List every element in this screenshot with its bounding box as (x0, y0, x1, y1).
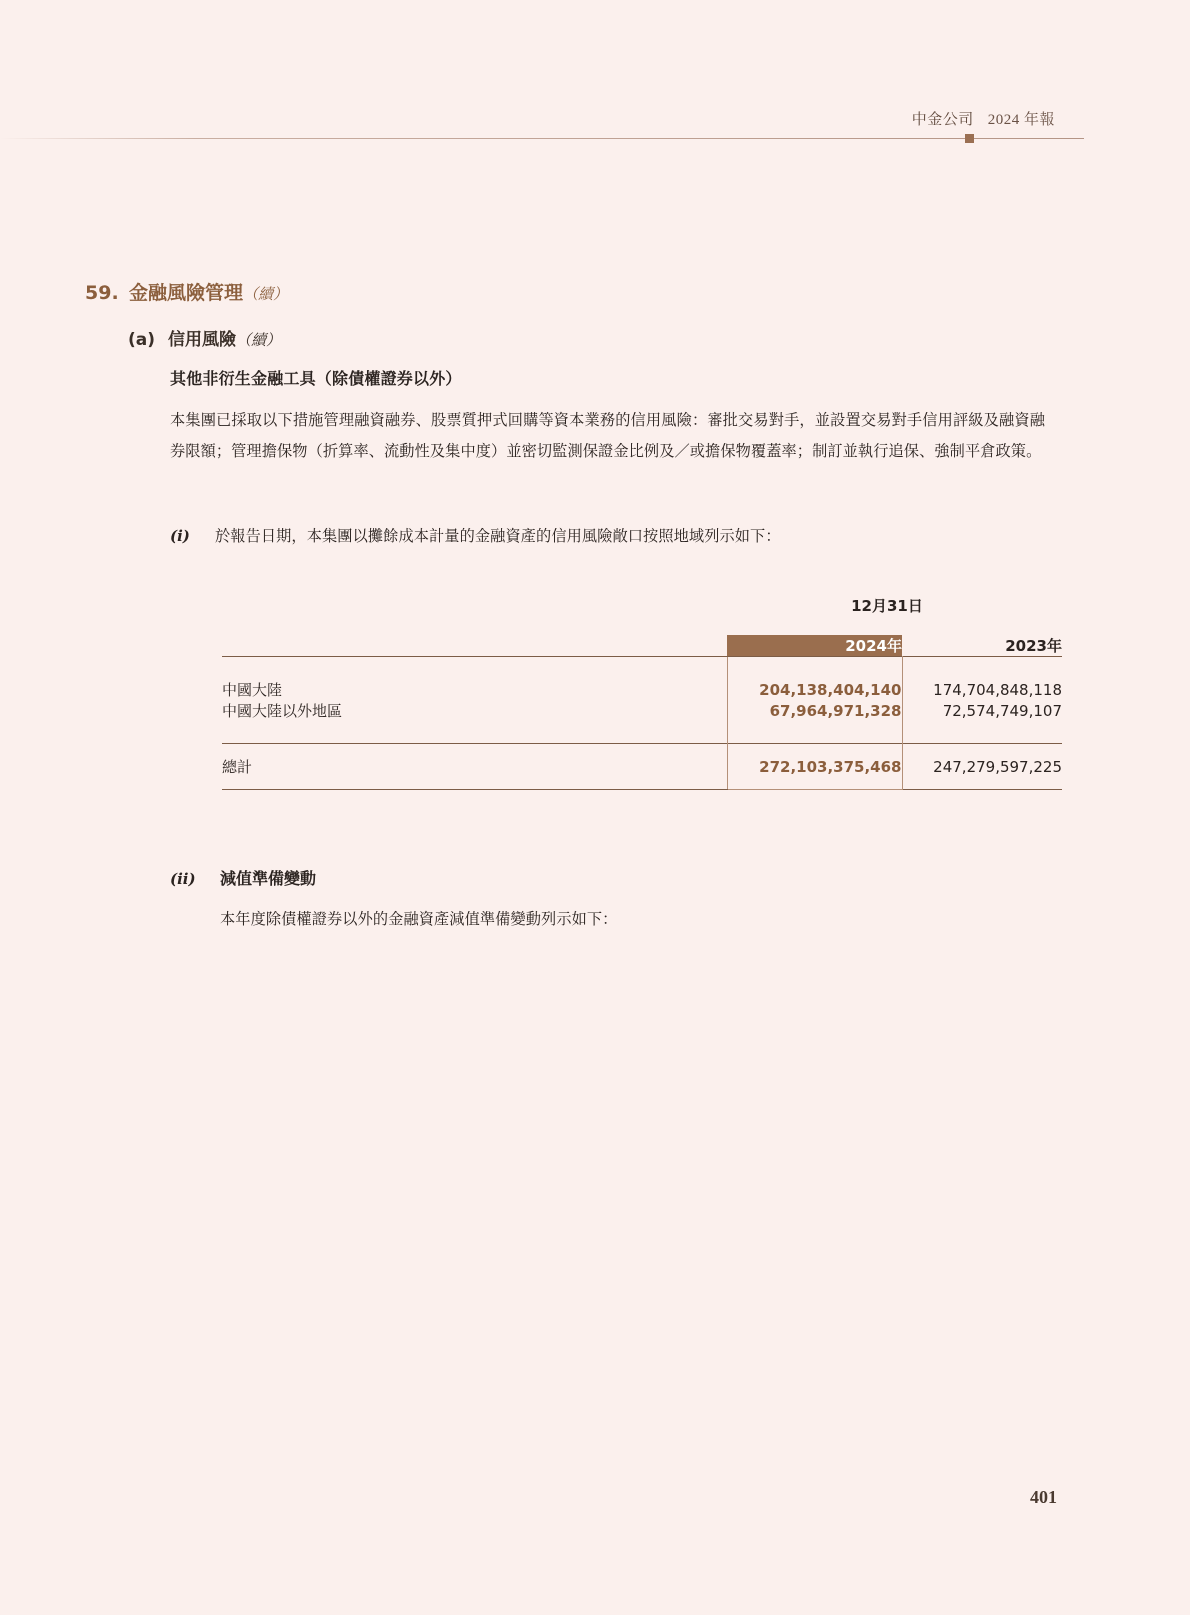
header-company-name: 中金公司 (911, 110, 974, 128)
section-heading (85, 278, 1085, 305)
row-value-2024: 67,964,971,328 (727, 700, 902, 721)
item-i-text: 於報告日期，本集團以攤餘成本計量的金融資產的信用風險敞口按照地域列示如下： (215, 527, 781, 545)
section-number: 59. (85, 282, 119, 304)
body-paragraph: 本集團已採取以下措施管理融資融券、股票質押式回購等資本業務的信用風險：審批交易對手，並設置交易對手信用評級及融資融券限額；管理擔保物（折算率、流動性及集中度）並密切監測保證金比例及／或擔保物覆蓋率；制訂並執行追保、強制平倉政策。 (170, 411, 1045, 460)
item-ii-paragraph: 本年度除債權證券以外的金融資產減值準備變動列示如下： (220, 910, 618, 928)
subsection-label: (a) (128, 330, 156, 350)
table-header-2024: 2024年 (727, 635, 902, 657)
total-value-2024: 272,103,375,468 (727, 744, 902, 790)
item-ii (170, 866, 316, 889)
item-i (170, 525, 1060, 546)
rule-cell-label (222, 657, 727, 680)
page-header (0, 108, 1190, 148)
page-number: 401 (1030, 1487, 1057, 1507)
total-label: 總計 (222, 744, 727, 790)
table-row (222, 679, 1062, 700)
rule-cell-2023 (902, 657, 1062, 680)
row-value-2023: 174,704,848,118 (933, 680, 1062, 699)
header-divider (0, 138, 1084, 139)
table-spacer-row (222, 721, 1062, 744)
header-text (912, 108, 1055, 129)
header-marker-icon (965, 134, 974, 143)
subsection-heading (128, 325, 281, 350)
table-header-2023: 2023年 (1005, 637, 1062, 655)
row-value-2023: 72,574,749,107 (942, 701, 1062, 720)
section-title-continued: （續） (243, 285, 289, 303)
item-ii-title: 減值準備變動 (220, 869, 317, 888)
rule-cell-2024 (727, 657, 902, 680)
row-label: 中國大陸以外地區 (222, 702, 343, 720)
subheading: 其他非衍生金融工具（除債權證券以外） (170, 369, 462, 388)
total-value-2023: 247,279,597,225 (902, 744, 1062, 790)
spacer-cell-2023 (902, 721, 1062, 744)
subsection-title-continued: （續） (236, 331, 282, 349)
table-header-row (222, 635, 1062, 657)
item-ii-label: (ii) (170, 870, 196, 888)
table-date-header: 12月31日 (851, 597, 923, 615)
item-i-label: (i) (170, 527, 190, 545)
subsection-title-text: 信用風險 (168, 330, 236, 350)
table-header-blank (222, 635, 727, 657)
section-title (129, 278, 288, 305)
header-report-year: 2024 年報 (987, 112, 1055, 128)
section-title-text: 金融風險管理 (129, 282, 244, 304)
row-label: 中國大陸 (222, 681, 283, 699)
subsection-title (168, 325, 281, 350)
spacer-cell-label (222, 721, 727, 744)
row-value-2024: 204,138,404,140 (727, 679, 902, 700)
table-total-row (222, 744, 1062, 790)
table (222, 635, 1062, 790)
table-row (222, 700, 1062, 721)
table-rule-row (222, 657, 1062, 680)
spacer-cell-2024 (727, 721, 902, 744)
